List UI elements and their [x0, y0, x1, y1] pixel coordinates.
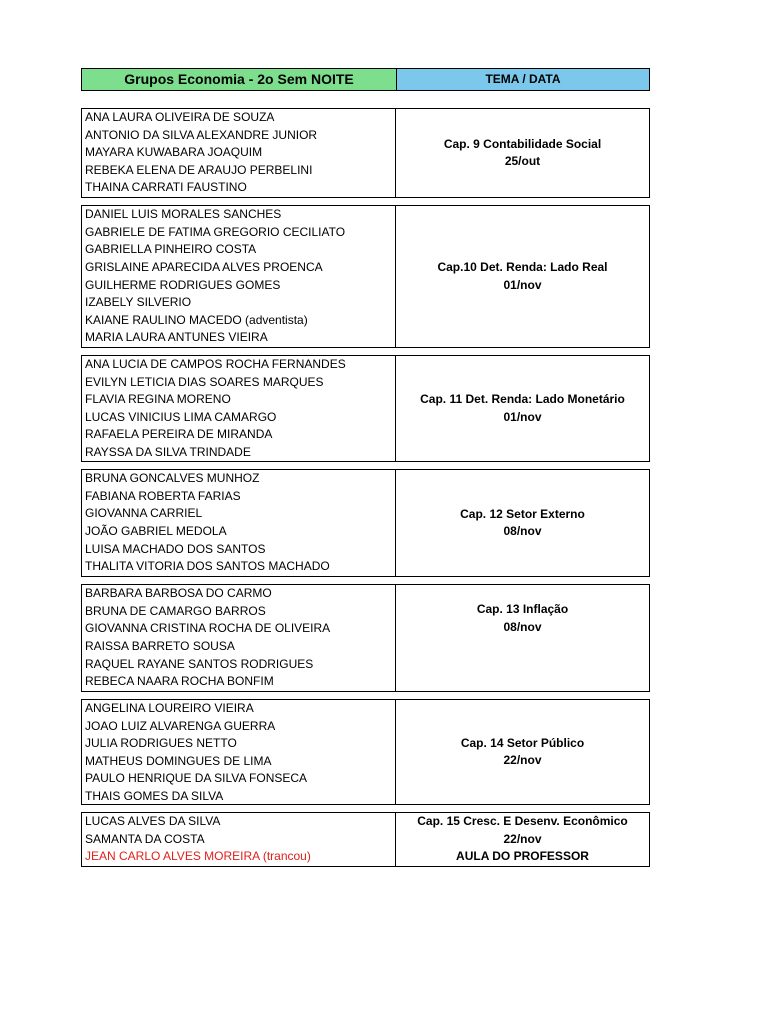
group-block	[81, 584, 650, 692]
theme-cell	[396, 470, 649, 576]
member-list	[82, 109, 396, 197]
member-list	[82, 813, 396, 866]
member-name: MATHEUS DOMINGUES DE LIMA	[85, 753, 272, 768]
group-block	[81, 108, 650, 198]
group-block	[81, 205, 650, 348]
member-name: JOÃO GABRIEL MEDOLA	[85, 524, 227, 539]
member-name: JOAO LUIZ ALVARENGA GUERRA	[85, 718, 276, 733]
theme-cell	[396, 813, 649, 866]
theme-date: 22/nov	[503, 753, 542, 767]
member-list	[82, 356, 396, 461]
theme-title: Cap. 9 Contabilidade Social	[443, 136, 602, 151]
member-name: BARBARA BARBOSA DO CARMO	[85, 586, 272, 601]
theme-title: Cap. 12 Setor Externo	[460, 506, 585, 521]
theme-title: Cap. 14 Setor Público	[460, 735, 585, 750]
group-block	[81, 699, 650, 805]
group-block	[81, 355, 650, 462]
header-theme-label: TEMA / DATA	[397, 69, 649, 90]
member-name: RAYSSA DA SILVA TRINDADE	[85, 444, 251, 459]
member-list	[82, 206, 396, 347]
member-name: SAMANTA DA COSTA	[85, 831, 205, 846]
member-name: ANTONIO DA SILVA ALEXANDRE JUNIOR	[85, 127, 318, 142]
member-name: LUCAS VINICIUS LIMA CAMARGO	[85, 409, 277, 424]
member-name: RAFAELA PEREIRA DE MIRANDA	[85, 427, 273, 441]
theme-date: 25/out	[504, 154, 541, 168]
member-name: FABIANA ROBERTA FARIAS	[85, 488, 241, 503]
member-name: JULIA RODRIGUES NETTO	[85, 736, 237, 750]
group-block	[81, 469, 650, 577]
member-list	[82, 470, 396, 576]
theme-title: Cap. 15 Cresc. E Desenv. Econômico	[417, 814, 628, 829]
member-name: FLAVIA REGINA MORENO	[85, 392, 231, 406]
member-name: ANA LUCIA DE CAMPOS ROCHA FERNANDES	[85, 357, 346, 371]
member-name: GRISLAINE APARECIDA ALVES PROENCA	[85, 259, 323, 274]
member-name: BRUNA DE CAMARGO BARROS	[85, 603, 266, 618]
member-name: BRUNA GONCALVES MUNHOZ	[85, 471, 260, 486]
member-name: IZABELY SILVERIO	[85, 295, 192, 310]
member-name: GABRIELE DE FATIMA GREGORIO CECILIATO	[85, 224, 346, 239]
member-name: GUILHERME RODRIGUES GOMES	[85, 277, 281, 292]
member-name: LUISA MACHADO DOS SANTOS	[85, 541, 266, 556]
theme-date: 08/nov	[503, 524, 542, 538]
theme-cell	[396, 109, 649, 197]
theme-title: Cap. 13 Inflação	[476, 602, 569, 616]
member-list	[82, 700, 396, 804]
table-header	[81, 68, 650, 91]
member-name: PAULO HENRIQUE DA SILVA FONSECA	[85, 771, 308, 785]
member-name: RAQUEL RAYANE SANTOS RODRIGUES	[85, 656, 314, 671]
theme-date: 01/nov	[503, 277, 542, 292]
member-name: DANIEL LUIS MORALES SANCHES	[85, 207, 282, 222]
member-name: THAINA CARRATI FAUSTINO	[85, 180, 247, 195]
theme-cell	[396, 206, 649, 347]
member-name: MARIA LAURA ANTUNES VIEIRA	[85, 330, 268, 345]
theme-date: 22/nov	[503, 831, 542, 846]
member-name: REBEKA ELENA DE ARAUJO PERBELINI	[85, 162, 313, 177]
theme-note: AULA DO PROFESSOR	[456, 849, 589, 864]
member-name: ANA LAURA OLIVEIRA DE SOUZA	[85, 110, 275, 125]
member-name: ANGELINA LOUREIRO VIEIRA	[85, 701, 254, 715]
member-name-dropped: JEAN CARLO ALVES MOREIRA (trancou)	[85, 849, 311, 864]
member-name: KAIANE RAULINO MACEDO (adventista)	[85, 312, 308, 327]
theme-date: 01/nov	[503, 409, 542, 424]
group-block	[81, 812, 650, 867]
member-name: MAYARA KUWABARA JOAQUIM	[85, 145, 263, 160]
theme-cell	[396, 356, 649, 461]
header-title: Grupos Economia - 2o Sem NOITE	[82, 69, 397, 90]
theme-date: 08/nov	[503, 619, 542, 634]
member-name: THALITA VITORIA DOS SANTOS MACHADO	[85, 559, 330, 574]
member-list	[82, 585, 396, 691]
member-name: GABRIELLA PINHEIRO COSTA	[85, 242, 257, 257]
theme-cell	[396, 585, 649, 691]
member-name: GIOVANNA CARRIEL	[85, 506, 203, 521]
member-name: LUCAS ALVES DA SILVA	[85, 814, 221, 829]
theme-title: Cap. 11 Det. Renda: Lado Monetário	[420, 392, 625, 406]
member-name: REBECA NAARA ROCHA BONFIM	[85, 674, 274, 689]
theme-cell	[396, 700, 649, 804]
theme-title: Cap.10 Det. Renda: Lado Real	[437, 260, 608, 274]
member-name: GIOVANNA CRISTINA ROCHA DE OLIVEIRA	[85, 621, 331, 636]
member-name: RAISSA BARRETO SOUSA	[85, 639, 235, 654]
member-name: THAIS GOMES DA SILVA	[85, 788, 224, 803]
member-name: EVILYN LETICIA DIAS SOARES MARQUES	[85, 374, 324, 389]
